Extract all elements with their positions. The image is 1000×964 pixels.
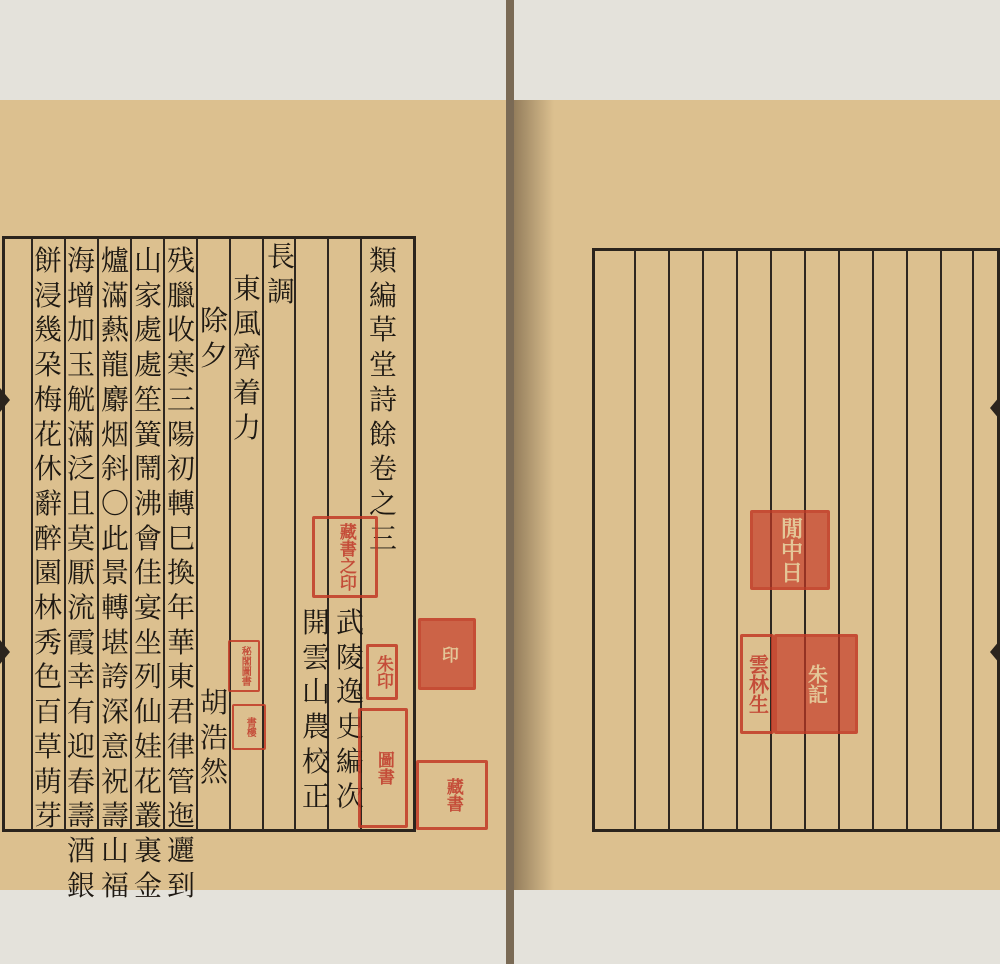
gutter-shadow	[514, 100, 554, 890]
collector-seal: 閒中日	[750, 510, 830, 590]
poem-body-column-4: 海 增 加 玉 觥 滿 泛 且 莫 厭 流 霞 幸 有 迎 春 壽 酒 銀	[66, 244, 95, 902]
column-rule	[668, 250, 670, 830]
book-gutter	[506, 0, 514, 964]
collector-seal: 藏書	[416, 760, 488, 830]
column-rule	[838, 250, 840, 830]
collector-seal: 藏書之印	[312, 516, 378, 598]
top-blank-sheet	[0, 0, 1000, 102]
collector-seal: 雲林生	[740, 634, 774, 734]
author-column: 武 陵 逸 史 編 次	[335, 606, 364, 813]
title-column: 類 編 草 堂 詩 餘 卷 之 三	[368, 244, 397, 555]
column-rule	[972, 250, 974, 830]
poem-body-column-3: 爐 滿 爇 龍 麝 烟 斜 〇 此 景 轉 堪 誇 深 意 祝 壽 山 福	[100, 244, 129, 902]
collector-seal: 印	[418, 618, 476, 690]
section-label-column: 長 調	[266, 240, 295, 308]
fish-tail-mark	[990, 640, 1000, 664]
column-rule	[736, 250, 738, 830]
fish-tail-mark	[990, 396, 1000, 420]
collector-seal: 秘閣圖書	[228, 640, 260, 692]
collector-seal: 書樓	[232, 704, 266, 750]
tune-title-column: 東 風 齊 着 力	[232, 272, 261, 444]
editor-column: 開 雲 山 農 校 正	[301, 606, 330, 813]
column-rule	[702, 250, 704, 830]
column-rule	[940, 250, 942, 830]
fish-tail-mark	[0, 640, 10, 664]
column-rule	[634, 250, 636, 830]
poet-column: 胡 浩 然	[199, 686, 228, 789]
collector-seal: 圖書	[358, 708, 408, 828]
fish-tail-mark	[0, 388, 10, 412]
poem-body-column-2: 山 家 處 處 笙 簧 鬧 沸 會 佳 宴 坐 列 仙 娃 花 叢 裏 金	[133, 244, 162, 902]
column-rule	[872, 250, 874, 830]
collector-seal: 朱印	[366, 644, 398, 700]
poem-body-column-5: 餅 浸 幾 朶 梅 花 休 辭 醉 園 林 秀 色 百 草 萌 芽	[33, 244, 62, 833]
poem-title-column: 除 夕	[199, 304, 228, 372]
column-rule	[294, 238, 296, 830]
poem-body-column-1: 残 臘 收 寒 三 陽 初 轉 巳 換 年 華 東 君 律 管 迤 邐 到	[166, 244, 195, 902]
column-rule	[906, 250, 908, 830]
collector-seal: 朱記	[774, 634, 858, 734]
